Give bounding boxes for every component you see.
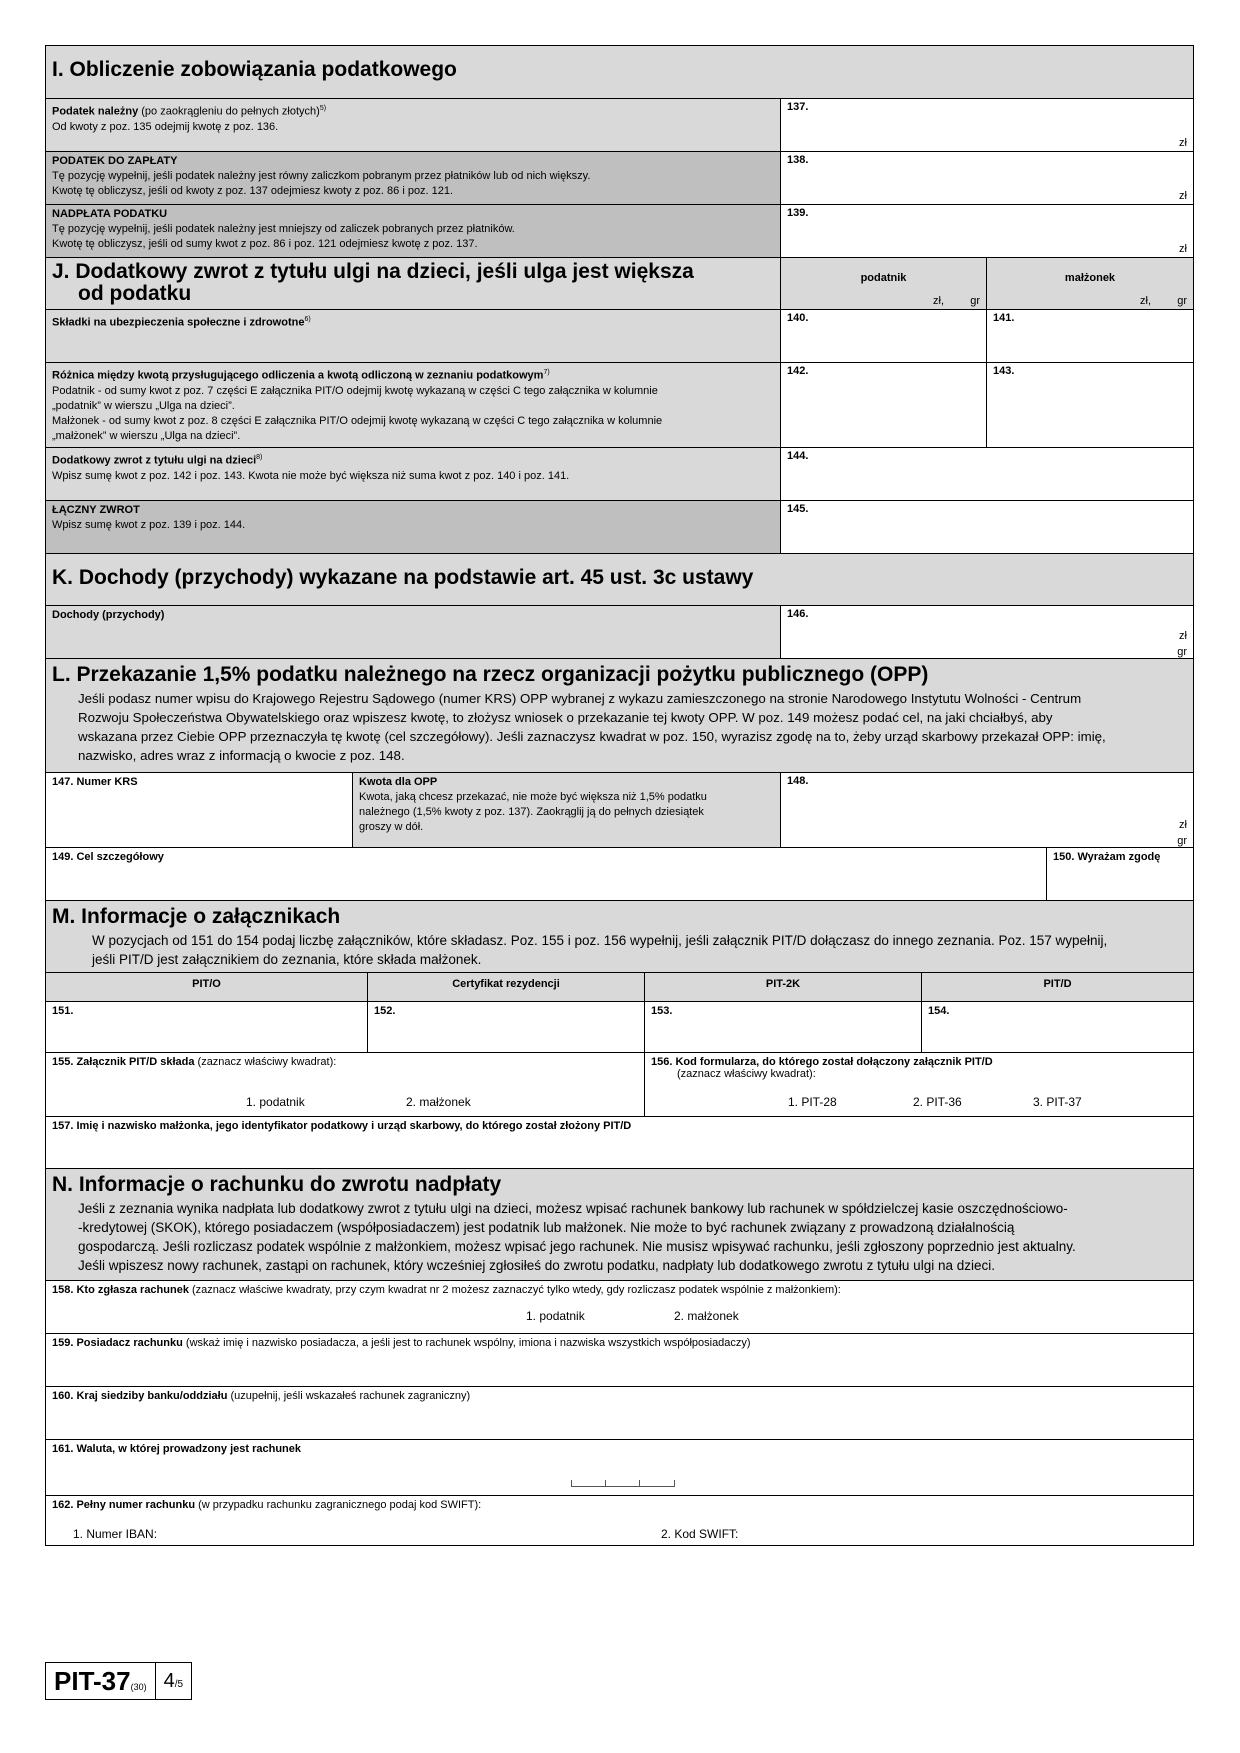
- row-157: [46, 1116, 1193, 1168]
- field-137[interactable]: 137. zł: [780, 99, 1193, 151]
- label-142: Różnica między kwotą przysługującego odliczenia a kwotą odliczoną w zeznaniu podatkowym$^{7)}$ Podatnik - od sumy kwot z poz. 7 części E załącznika PIT/O odejmij kwotę wykazaną w części C tego załącznika w kolumnie „podatnik” w wierszu „Ulga na dzieci”. Małżonek - od sumy kwot z poz. 8 części E załącznika PIT/O odejmij kwotę wykazaną w części C tego załącznika w kolumnie „małżonek” w wierszu „Ulga na dzieci”.: [46, 363, 780, 447]
- section-l-header: [46, 658, 1193, 772]
- field-158: 158. Kto zgłasza rachunek (zaznacz właściwe kwadraty, przy czym kwadrat nr 2 możesz zaznaczyć tylko wtedy, gdy rozliczasz podatek wspólnie z małżonkiem): 1. podatnik 2. małżonek: [52, 1284, 841, 1323]
- field-162: 162. Pełny numer rachunku (w przypadku rachunku zagranicznego podaj kod SWIFT): 1. Numer IBAN: 2. Kod SWIFT:: [52, 1499, 739, 1541]
- row-137: [46, 98, 1193, 151]
- section-n-title: N. Informacje o rachunku do zwrotu nadpłaty: [52, 1173, 502, 1196]
- row-158: [46, 1280, 1193, 1333]
- option-156-pit37[interactable]: 3. PIT-37: [1033, 1095, 1082, 1109]
- section-j-header: [46, 257, 1193, 309]
- field-157[interactable]: 157. Imię i nazwisko małżonka, jego identyfikator podatkowy i urząd skarbowy, do którego został złożony PIT/D: [52, 1120, 632, 1132]
- form-footer: [45, 1662, 192, 1700]
- col-pitd: PIT/D: [921, 973, 1193, 1001]
- col-pito: PIT/O: [46, 973, 367, 1001]
- label-137: Podatek należny (po zaokrągleniu do pełnych złotych)$^{5)}$ Od kwoty z poz. 135 odejmij kwotę z poz. 136.: [46, 99, 780, 151]
- row-138: [46, 151, 1193, 204]
- row-140: [46, 309, 1193, 362]
- field-145[interactable]: 145.: [780, 501, 1193, 553]
- row-145: [46, 500, 1193, 553]
- row-144: [46, 447, 1193, 500]
- currency-code-boxes[interactable]: [571, 1480, 675, 1487]
- field-144[interactable]: 144.: [780, 448, 1193, 500]
- section-l-title: L. Przekazanie 1,5% podatku należnego na rzecz organizacji pożytku publicznego (OPP): [52, 663, 929, 686]
- row-155-156: [46, 1052, 1193, 1116]
- row-161: [46, 1439, 1193, 1495]
- field-156: 156. Kod formularza, do którego został dołączony załącznik PIT/D (zaznacz właściwy kwadrat): 1. PIT-28 2. PIT-36 3. PIT-37: [644, 1053, 1193, 1116]
- option-156-pit28[interactable]: 1. PIT-28: [788, 1095, 837, 1109]
- label-144: Dodatkowy zwrot z tytułu ulgi na dzieci$^{8)}$ Wpisz sumę kwot z poz. 142 i poz. 143. Kwota nie może być większa niż suma kwot z poz. 140 i poz. 141.: [46, 448, 780, 500]
- column-malzonek: małżonek zł, gr: [986, 258, 1193, 309]
- field-138[interactable]: 138. zł: [780, 152, 1193, 204]
- section-l-instructions: Jeśli podasz numer wpisu do Krajowego Rejestru Sądowego (numer KRS) OPP wybranej z wykazu zamieszczonego na stronie Narodowego Instytutu Wolności - Centrum Rozwoju Społeczeństwa Obywatelskiego oraz wpiszesz kwotę, to złożysz wniosek o przekazanie tej kwoty OPP. W poz. 149 możesz podać cel, na jaki chciałbyś, aby wskazana przez Ciebie OPP przeznaczyła tę kwotę (cel szczegółowy). Jeśli zaznaczysz kwadrat w poz. 150, wyrazisz zgodę na to, żeby urząd skarbowy przekazał OPP: imię, nazwisko, adres wraz z informacją o kwocie z poz. 148.: [78, 691, 1106, 763]
- section-i-header: [46, 46, 1193, 98]
- row-162: [46, 1495, 1193, 1545]
- section-j-title: J. Dodatkowy zwrot z tytułu ulgi na dzieci, jeśli ulga jest większa od podatku: [52, 260, 694, 305]
- row-142: [46, 362, 1193, 447]
- field-160[interactable]: 160. Kraj siedziby banku/oddziału (uzupełnij, jeśli wskazałeś rachunek zagraniczny): [52, 1390, 471, 1402]
- form-id: PIT-37(30): [54, 1666, 147, 1696]
- label-140: Składki na ubezpieczenia społeczne i zdrowotne$^{6)}$: [46, 310, 780, 362]
- section-k-header: [46, 553, 1193, 605]
- field-153[interactable]: 153.: [644, 1002, 921, 1052]
- field-148[interactable]: 148. zł gr: [780, 773, 1193, 847]
- field-159[interactable]: 159. Posiadacz rachunku (wskaż imię i nazwisko posiadacza, a jeśli jest to rachunek wspólny, imiona i nazwiska wszystkich współposiadaczy): [52, 1337, 751, 1349]
- label-145: ŁĄCZNY ZWROT Wpisz sumę kwot z poz. 139 i poz. 144.: [46, 501, 780, 553]
- field-161[interactable]: 161. Waluta, w której prowadzony jest rachunek: [46, 1440, 1193, 1495]
- field-141[interactable]: 141.: [986, 310, 1193, 362]
- page-number: 4/5: [155, 1663, 191, 1699]
- label-146: Dochody (przychody): [46, 606, 780, 658]
- field-162-swift[interactable]: 2. Kod SWIFT:: [661, 1527, 739, 1541]
- form-page: [45, 45, 1194, 1546]
- row-159: [46, 1333, 1193, 1386]
- section-m-header: [46, 900, 1193, 972]
- field-154[interactable]: 154.: [921, 1002, 1193, 1052]
- option-155-malzonek[interactable]: 2. małżonek: [406, 1095, 471, 1109]
- section-m-title: M. Informacje o załącznikach: [52, 905, 341, 928]
- field-147-krs[interactable]: 147. Numer KRS: [46, 773, 352, 847]
- field-162-iban[interactable]: 1. Numer IBAN:: [73, 1527, 158, 1541]
- field-139[interactable]: 139. zł: [780, 205, 1193, 257]
- option-158-podatnik[interactable]: 1. podatnik: [526, 1309, 585, 1323]
- row-149-150: [46, 847, 1193, 900]
- section-i-title: I. Obliczenie zobowiązania podatkowego: [52, 58, 457, 81]
- label-kwota-opp: Kwota dla OPP Kwota, jaką chcesz przekazać, nie może być większa niż 1,5% podatku należnego (1,5% kwoty z poz. 137). Zaokrąglij ją do pełnych dziesiątek groszy w dół.: [352, 773, 780, 847]
- option-156-pit36[interactable]: 2. PIT-36: [913, 1095, 962, 1109]
- label-138: PODATEK DO ZAPŁATY Tę pozycję wypełnij, jeśli podatek należny jest równy zaliczkom pobranym przez płatników lub od nich większy. Kwotę tę obliczysz, jeśli od kwoty z poz. 137 odejmiesz kwoty z poz. 86 i poz. 121.: [46, 152, 780, 204]
- option-155-podatnik[interactable]: 1. podatnik: [246, 1095, 305, 1109]
- field-151[interactable]: 151.: [52, 1005, 74, 1017]
- field-149-cel[interactable]: 149. Cel szczegółowy: [52, 851, 164, 863]
- field-143[interactable]: 143.: [986, 363, 1193, 447]
- row-160: [46, 1386, 1193, 1439]
- section-m-instructions: W pozycjach od 151 do 154 podaj liczbę załączników, które składasz. Poz. 155 i poz. 156 wypełnij, jeśli załącznik PIT/D dołączasz do innego zeznania. Poz. 157 wypełnij, jeśli PIT/D jest załącznikiem do zeznania, które składa małżonek.: [92, 933, 1108, 967]
- attachments-values-row: [46, 1001, 1193, 1052]
- field-142[interactable]: 142.: [780, 363, 986, 447]
- field-146[interactable]: 146. zł gr: [780, 606, 1193, 658]
- col-certyfikat: Certyfikat rezydencji: [367, 973, 644, 1001]
- column-podatnik: podatnik zł, gr: [780, 258, 986, 309]
- field-155: 155. Załącznik PIT/D składa (zaznacz właściwy kwadrat): 1. podatnik 2. małżonek: [52, 1056, 471, 1109]
- option-158-malzonek[interactable]: 2. małżonek: [674, 1309, 739, 1323]
- field-152[interactable]: 152.: [367, 1002, 644, 1052]
- section-n-instructions: Jeśli z zeznania wynika nadpłata lub dodatkowy zwrot z tytułu ulgi na dzieci, możesz wpisać rachunek bankowy lub rachunek w spółdzielczej kasie oszczędnościowo- -kredytowej (SKOK), którego posiadaczem (współposiadaczem) jest podatnik lub małżonek. Nie może to być rachunek związany z prowadzoną działalnością gospodarczą. Jeśli rozliczasz podatek wspólnie z małżonkiem, możesz wpisać jego rachunek. Nie musisz wpisywać rachunku, jeśli zgłoszony poprzednio jest aktualny. Jeśli wpiszesz nowy rachunek, zastąpi on rachunek, który wcześniej zgłosiłeś do zwrotu podatku, nadpłaty lub dodatkowego zwrotu z tytułu ulgi na dzieci.: [78, 1201, 1076, 1273]
- label-139: NADPŁATA PODATKU Tę pozycję wypełnij, jeśli podatek należny jest mniejszy od zaliczek pobranych przez płatników. Kwotę tę obliczysz, jeśli od sumy kwot z poz. 86 i poz. 121 odejmiesz kwotę z poz. 137.: [46, 205, 780, 257]
- row-146: [46, 605, 1193, 658]
- col-pit2k: PIT-2K: [644, 973, 921, 1001]
- row-139: [46, 204, 1193, 257]
- field-140[interactable]: 140.: [780, 310, 986, 362]
- row-147-148: [46, 772, 1193, 847]
- section-n-header: [46, 1168, 1193, 1280]
- attachments-header-row: [46, 972, 1193, 1001]
- section-k-title: K. Dochody (przychody) wykazane na podstawie art. 45 ust. 3c ustawy: [52, 566, 754, 589]
- field-150-zgoda[interactable]: 150. Wyrażam zgodę: [1046, 848, 1193, 900]
